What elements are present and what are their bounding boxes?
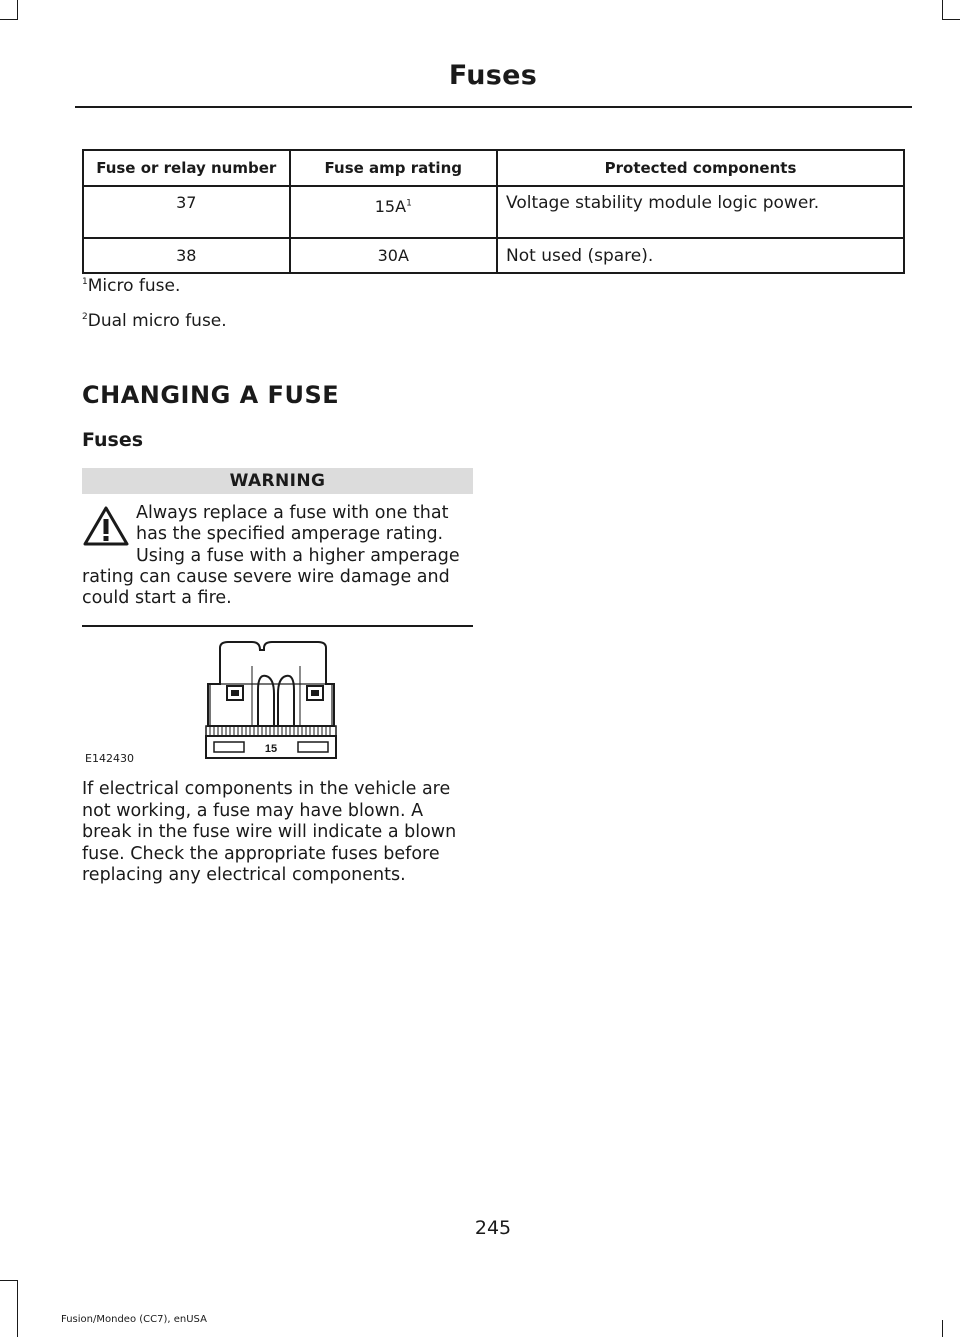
- warning-text: Always replace a fuse with one that has the specified amperage rating. Using a fuse with a higher amperage rating can cause severe wire damage and could start a fire.: [82, 503, 460, 609]
- warning-body: [82, 503, 473, 609]
- footnote: [82, 311, 227, 331]
- footer-text: Fusion/Mondeo (CC7), enUSA: [61, 1314, 207, 1325]
- crop-mark: [17, 1280, 18, 1337]
- warning-rule: [82, 625, 473, 627]
- warning-box: [82, 468, 473, 627]
- page-title: Fuses: [448, 60, 538, 91]
- page-number: 245: [474, 1217, 512, 1239]
- crop-mark: [0, 19, 18, 20]
- column-header: Fuse or relay number: [83, 150, 290, 186]
- fuse-table: [82, 149, 905, 274]
- amp-rating-value: 15A: [374, 197, 407, 216]
- table-row: [83, 186, 904, 238]
- fuse-number-cell: 37: [83, 186, 290, 238]
- fuse-rating-label: 15: [264, 743, 278, 755]
- footnote-ref: 1: [406, 198, 412, 209]
- fuse-drawing: [82, 636, 402, 766]
- table-header-row: [83, 150, 904, 186]
- title-rule: [75, 106, 912, 108]
- sub-heading: Fuses: [82, 429, 144, 451]
- footnote-mark: 2: [82, 312, 88, 322]
- table-row: [83, 238, 904, 273]
- fuse-number-cell: 38: [83, 238, 290, 273]
- figure-id: E142430: [85, 752, 134, 765]
- fuse-illustration: [82, 636, 402, 766]
- amp-rating-cell: 30A: [290, 238, 497, 273]
- footnote: [82, 276, 180, 296]
- crop-mark: [942, 1320, 943, 1337]
- footnote-text: Dual micro fuse.: [87, 311, 227, 331]
- amp-rating-cell: [290, 186, 497, 238]
- section-heading: CHANGING A FUSE: [82, 381, 340, 409]
- column-header: Fuse amp rating: [290, 150, 497, 186]
- warning-triangle-icon: [82, 505, 130, 547]
- warning-label: WARNING: [82, 468, 473, 494]
- body-paragraph: If electrical components in the vehicle are not working, a fuse may have blown. A break in the fuse wire will indicate a blown fuse. Check the appropriate fuses before replacing any electrical components.: [82, 779, 457, 885]
- component-cell: Voltage stability module logic power.: [497, 186, 904, 238]
- crop-mark: [0, 1280, 18, 1281]
- footnote-text: Micro fuse.: [87, 276, 181, 296]
- crop-mark: [942, 0, 943, 20]
- column-header: Protected components: [497, 150, 904, 186]
- component-cell: Not used (spare).: [497, 238, 904, 273]
- footnote-mark: 1: [82, 277, 88, 287]
- crop-mark: [17, 0, 18, 20]
- crop-mark: [942, 19, 960, 20]
